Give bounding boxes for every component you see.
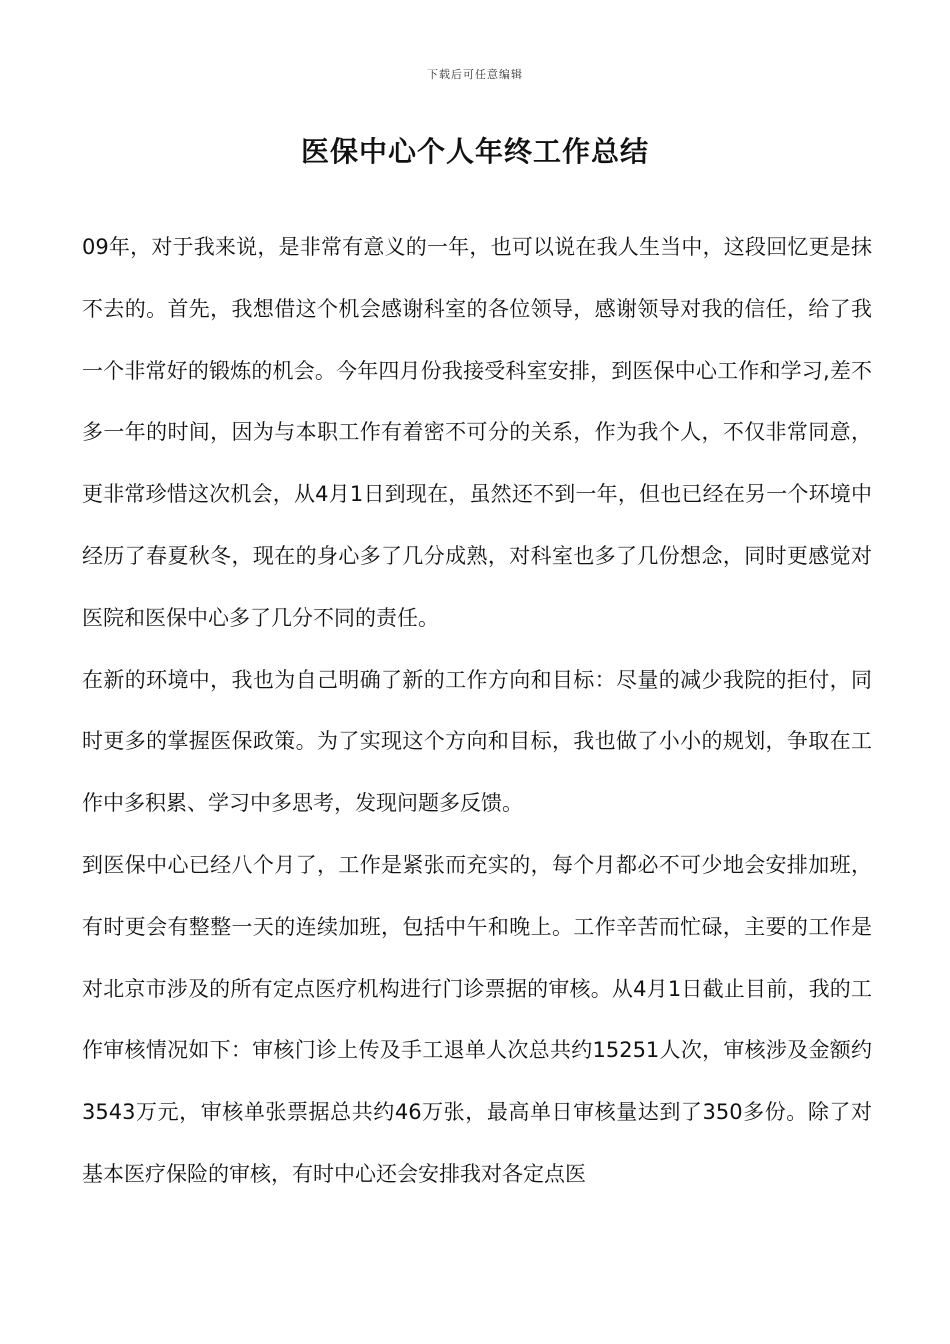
paragraph-1: 09年，对于我来说，是非常有意义的一年，也可以说在我人生当中，这段回忆更是抹不去的。首先，我想借这个机会感谢科室的各位领导，感谢领导对我的信任，给了我一个非常好的锻炼的机会。今年四月份我接受科室安排，到医保中心工作和学习,差不多一年的时间，因为与本职工作有着密不可分的关系，作为我个人，不仅非常同意，更非常珍惜这次机会，从4月1日到现在，虽然还不到一年，但也已经在另一个环境中经历了春夏秋冬，现在的身心多了几分成熟，对科室也多了几份想念，同时更感觉对医院和医保中心多了几分不同的责任。 bbox=[82, 235, 872, 630]
document-title: 医保中心个人年终工作总结 bbox=[300, 135, 649, 168]
document-body bbox=[82, 217, 872, 1206]
header-note: 下载后可任意编辑 bbox=[427, 68, 523, 81]
paragraph-3: 到医保中心已经八个月了，工作是紧张而充实的，每个月都必不可少地会安排加班，有时更会有整整一天的连续加班，包括中午和晚上。工作辛苦而忙碌，主要的工作是对北京市涉及的所有定点医疗机构进行门诊票据的审核。从4月1日截止目前，我的工作审核情况如下：审核门诊上传及手工退单人次总共约15251人次，审核涉及金额约3543万元，审核单张票据总共约46万张，最高单日审核量达到了350多份。除了对基本医疗保险的审核，有时中心还会安排我对各定点医 bbox=[82, 852, 872, 1186]
paragraph-2: 在新的环境中，我也为自己明确了新的工作方向和目标：尽量的减少我院的拒付，同时更多的掌握医保政策。为了实现这个方向和目标，我也做了小小的规划，争取在工作中多积累、学习中多思考，发现问题多反馈。 bbox=[82, 667, 872, 816]
